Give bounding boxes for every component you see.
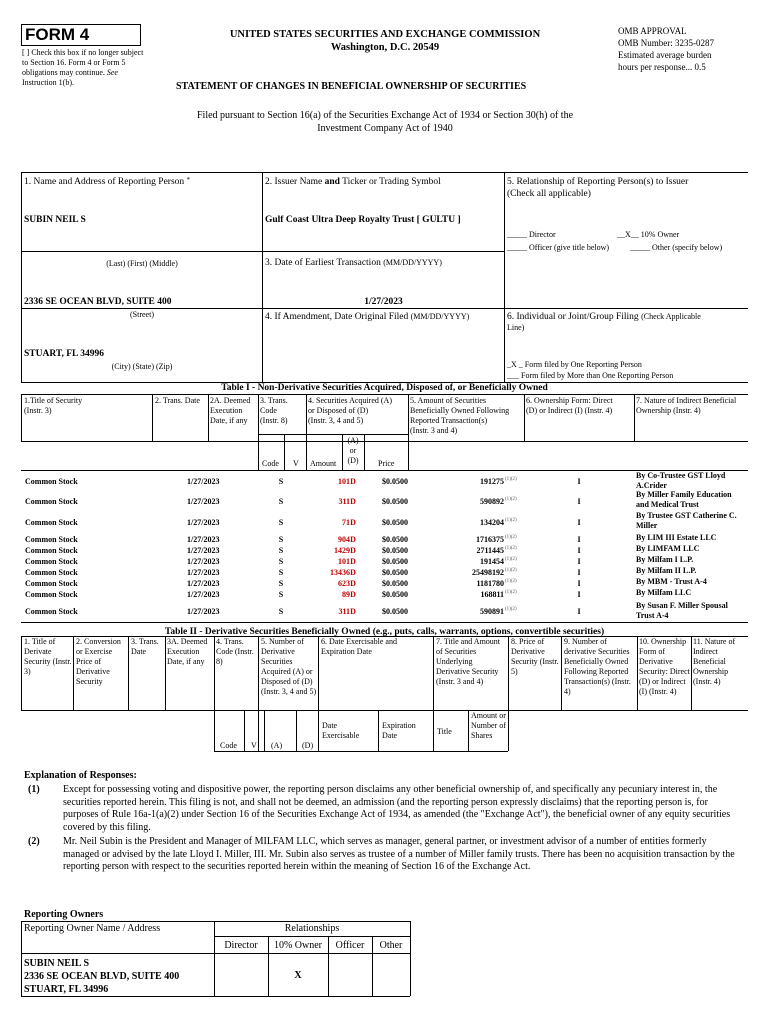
price-cell: $0.0500 [382,589,408,599]
nature-cell: By Milfam LLC [636,588,692,597]
omb-title: OMB APPROVAL [618,26,687,36]
group-filer-option[interactable]: ___ Form filed by More than One Reporting Person [507,371,674,380]
footnote-ref[interactable]: (1)(2) [505,476,517,482]
security-cell: Common Stock [25,476,78,486]
t1-sub-code: Code [262,459,279,468]
box3-label: 3. Date of Earliest Transaction (MM/DD/YYYY) [265,258,442,268]
footnote-ref[interactable]: (1)(2) [505,578,517,584]
date-cell: 1/27/2023 [187,476,220,486]
price-cell: $0.0500 [382,518,408,527]
price-cell: $0.0500 [382,556,408,566]
acq-disp-cell: D [350,534,356,544]
table-row [22,589,747,600]
explanation-heading: Explanation of Responses: [24,770,137,781]
price-cell: $0.0500 [382,496,408,506]
security-cell: Common Stock [25,534,78,544]
owner-address-2: STUART, FL 34996 [24,984,109,995]
t1-col-ownership-form: 6. Ownership Form: Direct (D) or Indirect (I) (Instr. 4) [526,396,613,415]
t2-sub-v: V [251,741,257,750]
nature-cell: By Co-Trustee GST Lloyd A.Crider [636,471,726,490]
t2-col-date: 3. Trans. Date [131,637,159,656]
security-cell: Common Stock [25,567,78,577]
owned-cell: 1716375 [476,534,504,544]
t1-col-title: 1.Title of Security (Instr. 3) [24,396,83,415]
code-cell: S [278,556,284,566]
t1-col-owned: 5. Amount of Securities Beneficially Owned Following Reported Transaction(s) (Instr. 3 and 4) [410,396,510,435]
ownership-form-cell: I [577,556,581,566]
t2-col-title: 1. Title of Derivate Security (Instr. 3) [24,637,72,676]
nature-cell: By LIM III Estate LLC [636,533,717,542]
omb-number: OMB Number: 3235-0287 [618,38,714,48]
code-cell: S [278,607,284,616]
director-option[interactable]: _____ Director [507,230,556,239]
form-title: FORM 4 [21,24,141,46]
owner-ten-pct-mark: X [294,970,302,981]
t2-col-underlying: 7. Title and Amount of Securities Underlying Derivative Security (Instr. 3 and 4) [436,637,501,686]
owned-cell: 134204 [480,518,504,527]
amount-cell: 623 [338,578,350,588]
nature-cell: By Trustee GST Catherine C. Miller [636,511,737,530]
price-cell: $0.0500 [382,607,408,616]
price-cell: $0.0500 [382,476,408,486]
owner-name: SUBIN NEIL S [24,958,90,969]
t2-col-price: 8. Price of Derivative Security (Instr. 5) [511,637,559,676]
owned-cell: 590891 [480,607,504,616]
omb-hours: hours per response... 0.5 [618,62,706,72]
reporting-person-city: STUART, FL 34996 [24,349,104,359]
owners-col-officer: Officer [335,940,365,951]
date-cell: 1/27/2023 [187,534,220,544]
table1-title: Table I - Non-Derivative Securities Acquired, Disposed of, or Beneficially Owned [221,383,548,393]
ownership-form-cell: I [577,476,581,486]
owner-address-1: 2336 SE OCEAN BLVD, SUITE 400 [24,971,180,982]
code-cell: S [278,545,284,555]
amount-cell: 311 [338,607,350,616]
ownership-form-cell: I [577,578,581,588]
date-cell: 1/27/2023 [187,607,220,616]
security-cell: Common Stock [25,545,78,555]
reporting-owners-heading: Reporting Owners [24,909,104,920]
acq-disp-cell: D [350,607,356,616]
t2-col-owned: 9. Number of derivative Securities Beneficially Owned Following Reported Transaction(s) (Instr. 4) [564,637,631,696]
reporting-person-street: 2336 SE OCEAN BLVD, SUITE 400 [24,297,172,307]
footnote-ref[interactable]: (1)(2) [505,545,517,551]
filed-pursuant [120,109,650,135]
security-cell: Common Stock [25,556,78,566]
amount-cell: 13436 [330,567,350,577]
owner-name-address [24,957,179,996]
price-cell: $0.0500 [382,567,408,577]
owners-col-ten-pct: 10% Owner [273,940,323,951]
footnote-ref[interactable]: (1)(2) [505,534,517,540]
box2-label: 2. Issuer Name and Ticker or Trading Symbol [265,177,441,187]
code-cell: S [278,518,284,527]
t2-col-nature: 11. Nature of Indirect Beneficial Ownership (Instr. 4) [693,637,736,686]
t2-sub-code: Code [220,741,237,750]
officer-option[interactable]: _____ Officer (give title below) [507,243,610,252]
no-longer-subject-note [22,48,150,88]
ownership-form-cell: I [577,589,581,599]
footnote-ref[interactable]: (1)(2) [505,607,517,612]
ownership-form-cell: I [577,496,581,506]
issuer-name: Gulf Coast Ultra Deep Royalty Trust [ GULTU ] [265,215,461,225]
price-cell: $0.0500 [382,578,408,588]
t1-col-deemed: 2A. Deemed Execution Date, if any [210,396,251,425]
acq-disp-cell: D [350,476,356,486]
t1-sub-aord: (A) or (D) [347,436,359,465]
city-caption: (City) (State) (Zip) [111,362,173,371]
date-cell: 1/27/2023 [187,567,220,577]
footnote-ref[interactable]: (1)(2) [505,518,517,523]
t1-col-acquired: 4. Securities Acquired (A) or Disposed of (D) (Instr. 3, 4 and 5) [308,396,392,425]
t2-col-code: 4. Trans. Code (Instr. 8) [216,637,254,666]
price-cell: $0.0500 [382,534,408,544]
owned-cell: 25498192 [472,567,504,577]
omb-burden: Estimated average burden [618,50,712,60]
checkbox-text[interactable]: [ ] Check this box if no longer subject to Section 16. Form 4 or Form 5 obligations may continue. [22,48,144,77]
owned-cell: 590892 [480,496,504,506]
owners-col-relationships: Relationships [284,923,340,934]
nature-cell: By Milfam I L.P. [636,555,694,564]
nature-cell: By Miller Family Education and Medical Trust [636,490,732,509]
other-option[interactable]: _____ Other (specify below) [630,243,723,252]
owned-cell: 168811 [480,589,504,599]
t2-col-form: 10. Ownership Form of Derivative Security: Direct (D) or Indirect (I) (Instr. 4) [639,637,690,696]
date-cell: 1/27/2023 [187,578,220,588]
acq-disp-cell: D [350,545,356,555]
owned-cell: 191454 [480,556,504,566]
amount-cell: 71 [342,518,350,527]
amount-cell: 1429 [334,545,350,555]
name-caption: (Last) (First) (Middle) [106,259,178,268]
security-cell: Common Stock [25,496,78,506]
t2-sub-date-exercisable: Date Exercisable [322,721,360,740]
t1-sub-amount: Amount [310,459,337,468]
footnote-ref[interactable]: (1)(2) [505,496,517,502]
agency-name: UNITED STATES SECURITIES AND EXCHANGE COMMISSION [229,29,541,40]
code-cell: S [278,578,284,588]
date-cell: 1/27/2023 [187,545,220,555]
box4-label: 4. If Amendment, Date Original Filed (MM/DD/YYYY) [265,312,470,322]
earliest-transaction-date: 1/27/2023 [364,297,403,307]
t2-sub-a: (A) [271,741,283,750]
t2-sub-title: Title [437,727,452,736]
code-cell: S [278,589,284,599]
acq-disp-cell: D [350,567,356,577]
owners-col-name: Reporting Owner Name / Address [24,923,161,934]
amount-cell: 101 [338,556,350,566]
code-cell: S [278,476,284,486]
omb-approval [618,25,714,73]
nature-cell: By Susan F. Miller Spousal Trust A-4 [636,601,728,620]
date-cell: 1/27/2023 [187,496,220,506]
t1-col-code: 3. Trans. Code (Instr. 8) [260,396,288,425]
acq-disp-cell: D [350,589,356,599]
explanation-item: (1) Except for possessing voting and dispositive power, the reporting person disclaims any other beneficial ownership of, and specifically any pecuniary interest in, the securities reported herein. This filing is not, and shall not be deemed, an admission (and the reporting person expressly disclaims) that the reporting person is, for purposes of Rule 16a-1(a)(2) under Section 16 of the Securities Exchange Act of 1934, as amended (the "Exchange Act"), the beneficial owner of any equity securities covered by this filing. [28,784,731,833]
amount-cell: 311 [338,496,350,506]
t2-sub-d: (D) [302,741,314,750]
instruction-ref: Instruction 1(b). [22,78,74,87]
security-cell: Common Stock [25,578,78,588]
owners-col-other: Other [379,940,403,951]
code-cell: S [278,534,284,544]
t2-sub-amount: Amount or Number of Shares [471,711,506,740]
t2-col-deemed: 3A. Deemed Execution Date, if any [167,637,208,666]
t2-sub-expiration: Expiration Date [382,721,416,740]
t2-col-number: 5. Number of Derivative Securities Acquired (A) or Disposed of (D) (Instr. 3, 4 and 5) [261,637,317,696]
agency-location: Washington, D.C. 20549 [330,42,440,53]
ownership-form-cell: I [577,567,581,577]
amount-cell: 904 [338,534,350,544]
acq-disp-cell: D [350,518,356,527]
ownership-form-cell: I [577,545,581,555]
footnote-ref[interactable]: (1)(2) [505,589,517,595]
security-cell: Common Stock [25,518,78,527]
code-cell: S [278,567,284,577]
security-cell: Common Stock [25,589,78,599]
table2-title: Table II - Derivative Securities Beneficially Owned (e.g., puts, calls, warrants, options, convertible securities) [164,627,605,637]
box6-label: 6. Individual or Joint/Group Filing (Check Applicable Line) [507,312,701,332]
see-word: See [106,68,118,77]
table-row [22,472,747,491]
owned-cell: 191275 [480,476,504,486]
ownership-form-cell: I [577,607,581,616]
t1-sub-v: V [293,459,299,468]
t2-col-conversion: 2. Conversion or Exercise Price of Derivative Security [76,637,121,686]
table-row [22,512,747,534]
code-cell: S [278,496,284,506]
t1-sub-price: Price [378,459,395,468]
filed-line-1: Filed pursuant to Section 16(a) of the Securities Exchange Act of 1934 or Section 30(h) of the [196,110,574,121]
owners-col-director: Director [224,940,258,951]
date-cell: 1/27/2023 [187,589,220,599]
single-filer-option[interactable]: _X _ Form filed by One Reporting Person [507,360,642,369]
security-cell: Common Stock [25,607,78,616]
t1-col-date: 2. Trans. Date [155,396,200,405]
table-row [22,602,747,622]
price-cell: $0.0500 [382,545,408,555]
box5-label: 5. Relationship of Reporting Person(s) to Issuer (Check all applicable) [507,177,689,199]
nature-cell: By MBM - Trust A-4 [636,577,707,586]
amount-cell: 101 [338,476,350,486]
nature-cell: By Milfam II L.P. [636,566,697,575]
filed-line-2: Investment Company Act of 1940 [317,123,453,134]
footnote-ref[interactable]: (1)(2) [505,556,517,562]
nature-cell: By LIMFAM LLC [636,544,700,553]
owned-cell: 2711445 [476,545,504,555]
explanation-list [24,784,744,874]
table-row [22,491,747,512]
amount-cell: 89 [342,589,350,599]
footnote-ref[interactable]: (1)(2) [505,567,517,573]
acq-disp-cell: D [350,556,356,566]
agency-header [200,28,570,54]
t2-col-exercisable: 6. Date Exercisable and Expiration Date [321,637,397,656]
ownership-form-cell: I [577,518,581,527]
ownership-form-cell: I [577,534,581,544]
reporting-person-name: SUBIN NEIL S [24,215,86,225]
date-cell: 1/27/2023 [187,518,220,527]
explanation-item: (2) Mr. Neil Subin is the President and Manager of MILFAM LLC, which serves as manager, general partner, or investment advisor of a number of entities formerly managed or advised by the late Lloyd I. Miller, III. Mr. Subin also serves as trustee of a number of Miller family trusts. There has been no acquisition transaction by the reporting person with respect to the securities reported herein within the meaning of Section 16 of the Exchange Act. [28,836,735,872]
owned-cell: 1181780 [476,578,504,588]
ten-percent-owner-option[interactable]: __X__ 10% Owner [617,230,680,239]
acq-disp-cell: D [350,496,356,506]
street-caption: (Street) [130,310,154,319]
box1-label: 1. Name and Address of Reporting Person * [24,176,191,187]
date-cell: 1/27/2023 [187,556,220,566]
statement-title: STATEMENT OF CHANGES IN BENEFICIAL OWNERSHIP OF SECURITIES [176,81,527,92]
acq-disp-cell: D [350,578,356,588]
t1-col-nature: 7. Nature of Indirect Beneficial Ownership (Instr. 4) [636,396,737,415]
